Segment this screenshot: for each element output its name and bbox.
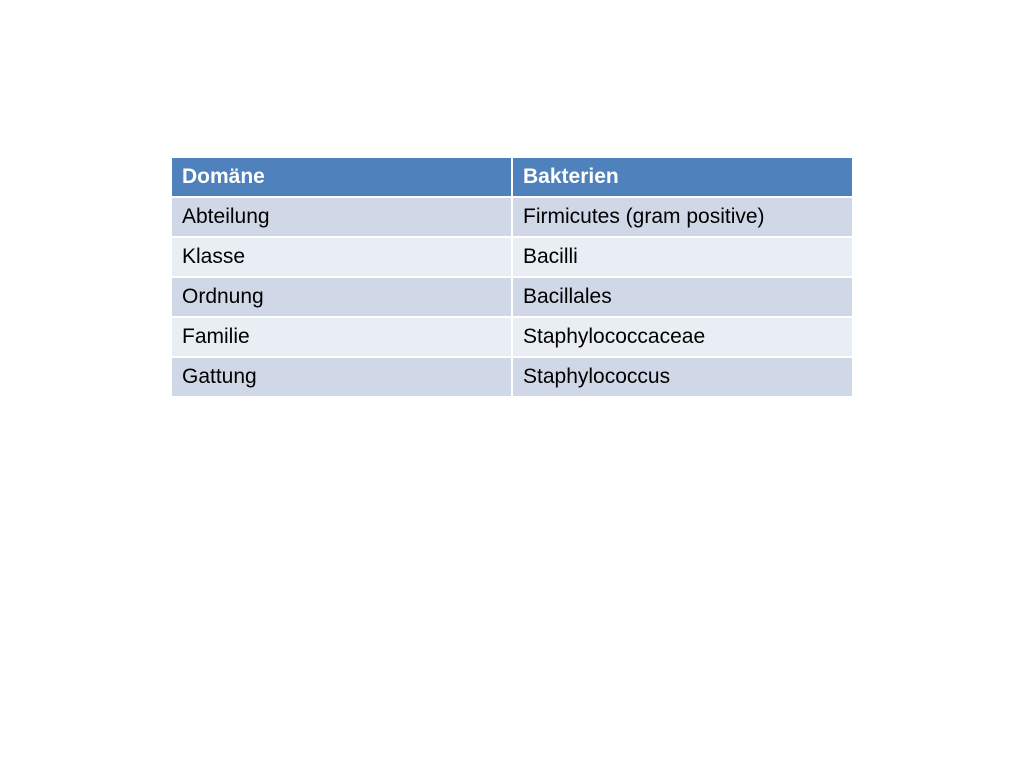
rank-cell: Familie (172, 318, 511, 356)
rank-cell: Gattung (172, 358, 511, 396)
rank-cell: Abteilung (172, 198, 511, 236)
header-cell-value: Bakterien (513, 158, 852, 196)
header-cell-rank: Domäne (172, 158, 511, 196)
rank-cell: Klasse (172, 238, 511, 276)
rank-cell: Ordnung (172, 278, 511, 316)
value-cell: Firmicutes (gram positive) (513, 198, 852, 236)
value-cell: Bacillales (513, 278, 852, 316)
table-row (172, 278, 852, 316)
table-row (172, 358, 852, 396)
value-cell: Staphylococcaceae (513, 318, 852, 356)
table-header-row (172, 158, 852, 196)
value-cell: Staphylococcus (513, 358, 852, 396)
table-row (172, 198, 852, 236)
taxonomy-table (170, 156, 854, 398)
table-row (172, 318, 852, 356)
table-row (172, 238, 852, 276)
value-cell: Bacilli (513, 238, 852, 276)
